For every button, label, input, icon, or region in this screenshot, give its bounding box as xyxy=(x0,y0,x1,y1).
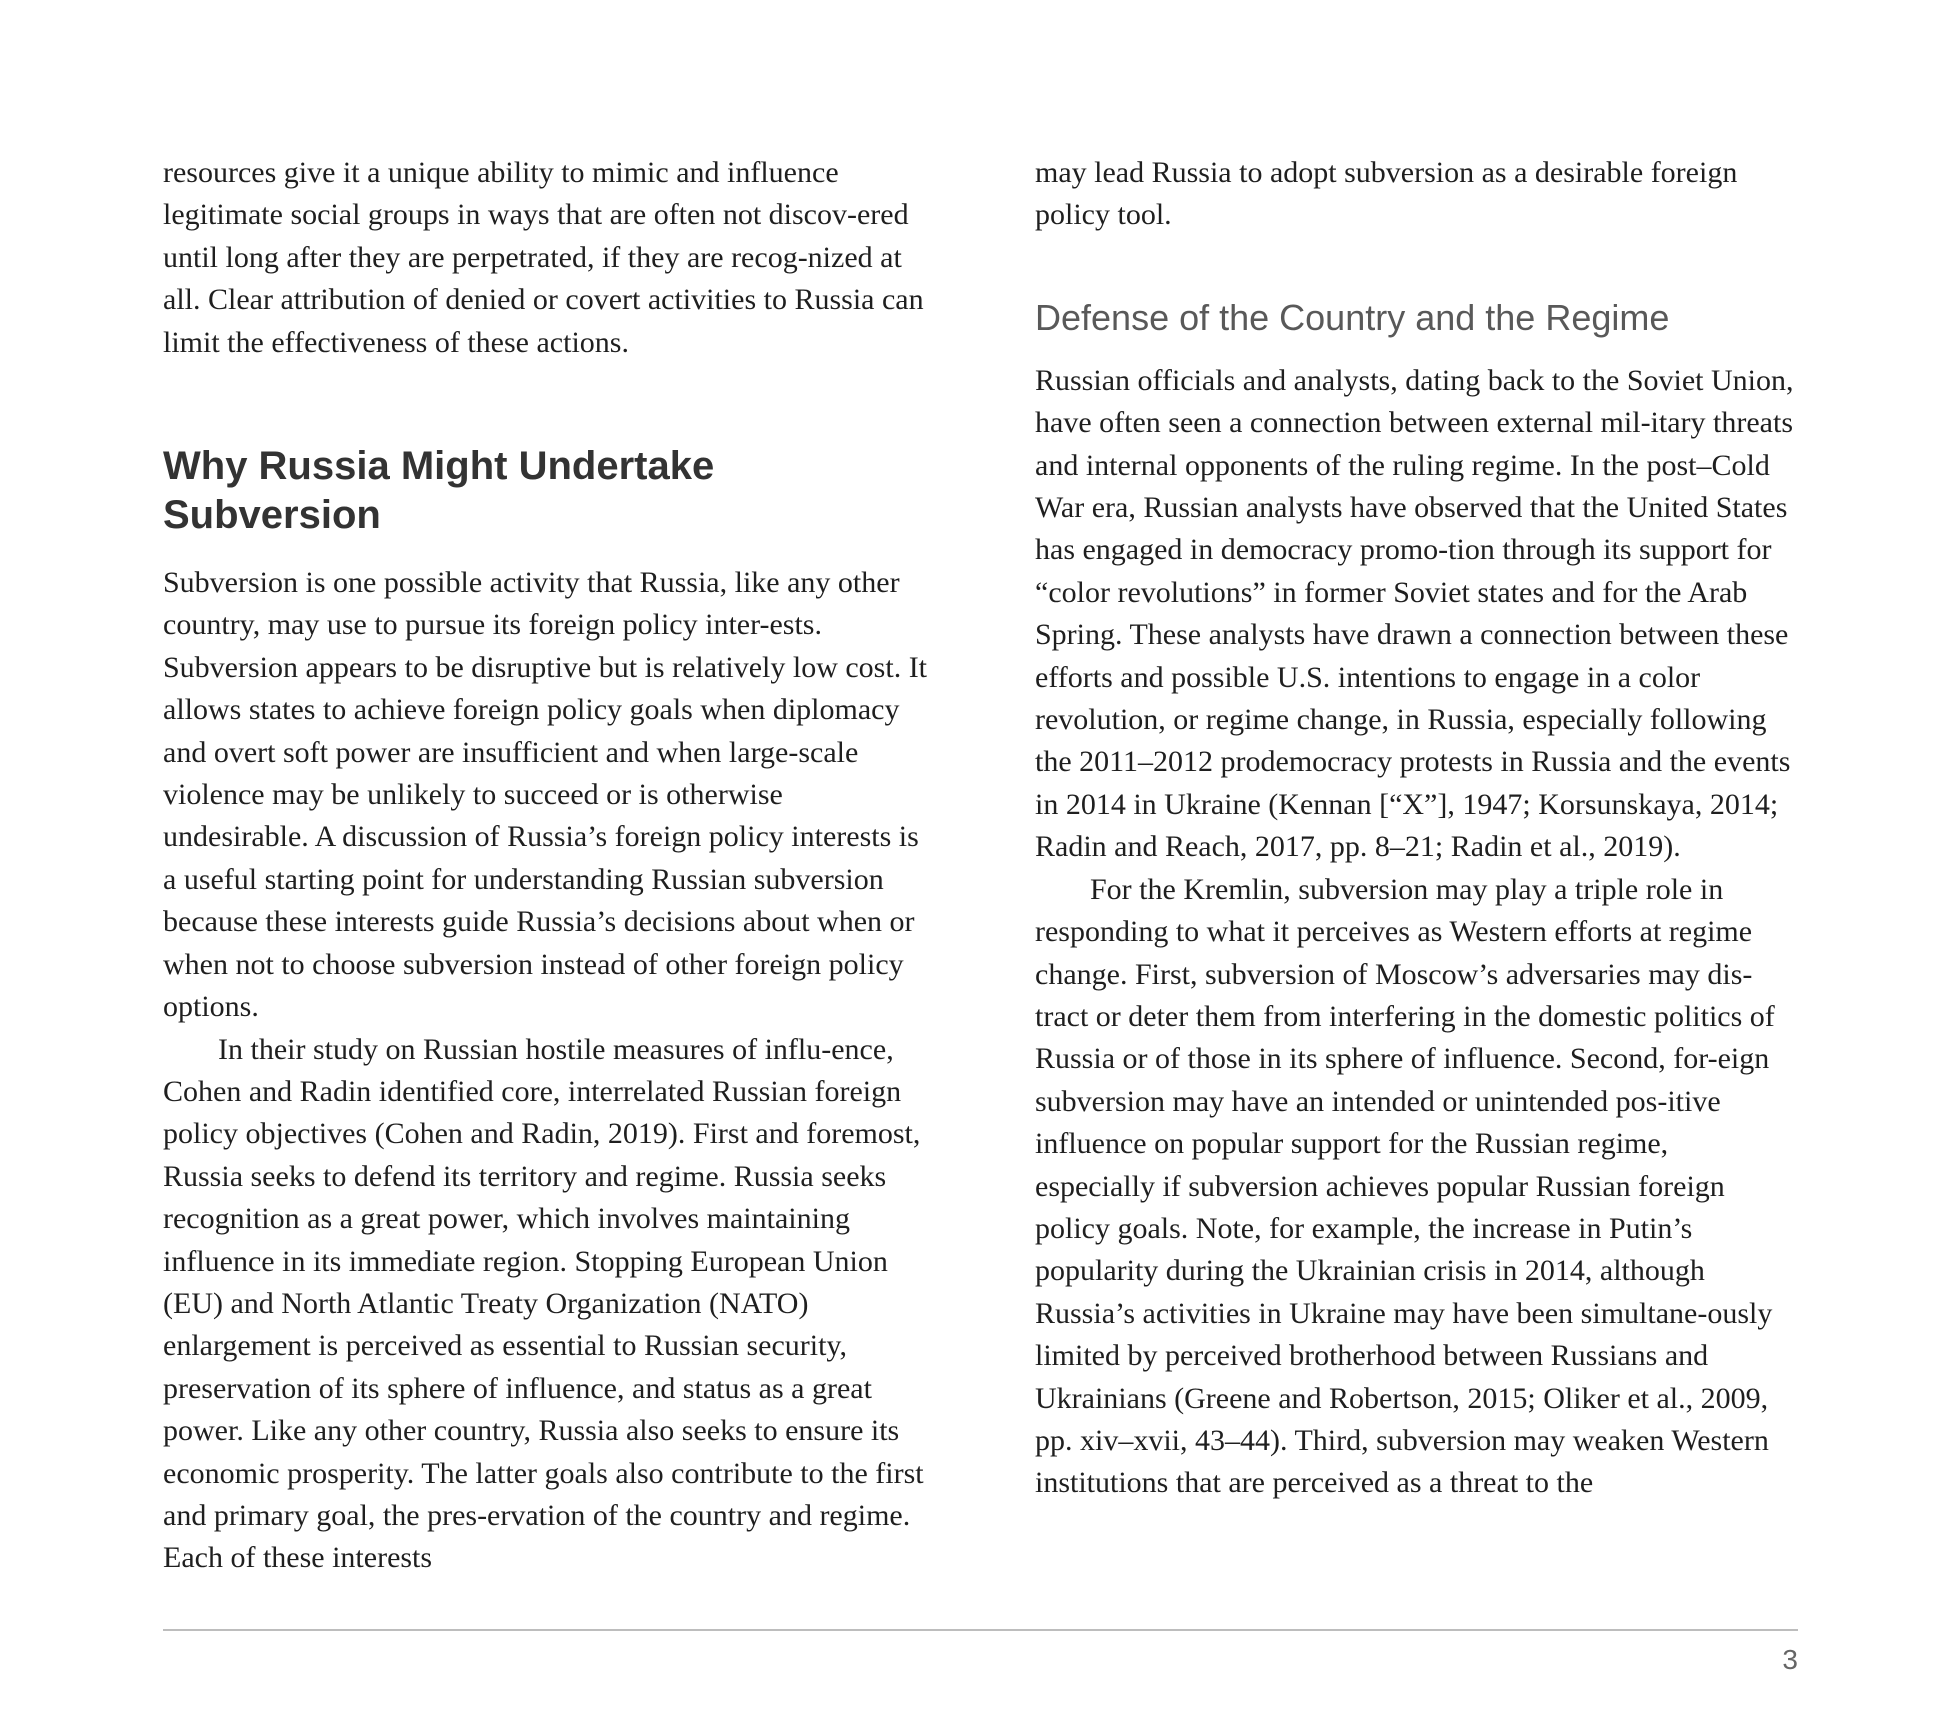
body-paragraph: Russian officials and analysts, dating back to the Soviet Union, have often seen a connection between external mil-itary threats and internal opponents of the ruling regime. In the post–Cold War era, Russian analysts have observed that the United States has engaged in democracy promo-tion through its support for “color revolutions” in former Soviet states and for the Arab Spring. These analysts have drawn a connection between these efforts and possible U.S. intentions to engage in a color revolution, or regime change, in Russia, especially following the 2011–2012 prodemocracy protests in Russia and the events in 2014 in Ukraine (Kennan [“X”], 1947; Korsunskaya, 2014; Radin and Reach, 2017, pp. 8–21; Radin et al., 2019). xyxy=(1035,363,1794,864)
intro-paragraph: resources give it a unique ability to mimic and influence legitimate social groups in ways that are often not discov-ered until long after they are perpetrated, if they are recog-nized at all. Clear attribution of denied or covert activities to Russia can limit the effectiveness of these actions. xyxy=(163,156,924,359)
right-column xyxy=(1035,152,1795,1505)
body-paragraph: For the Kremlin, subversion may play a triple role in responding to what it perceives as Western efforts at regime change. First, subversion of Moscow’s adversaries may dis-tract or deter them from interfering in the domestic politics of Russia or of those in its sphere of influence. Second, for-eign subversion may have an intended or unintended pos-itive influence on popular support for the Russian regime, especially if subversion achieves popular Russian foreign policy goals. Note, for example, the increase in Putin’s popularity during the Ukrainian crisis in 2014, although Russia’s activities in Ukraine may have been simultane-ously limited by perceived brotherhood between Russians and Ukrainians (Greene and Robertson, 2015; Oliker et al., 2009, pp. xiv–xvii, 43–44). Third, subversion may weaken Western institutions that are perceived as a threat to the xyxy=(1035,872,1775,1500)
body-paragraph: Subversion is one possible activity that Russia, like any other country, may use to pursue its foreign policy inter-ests. Subversion appears to be disruptive but is relatively low cost. It allows states to achieve foreign policy goals when diplomacy and overt soft power are insufficient and when large-scale violence may be unlikely to succeed or is otherwise undesirable. A discussion of Russia’s foreign policy interests is a useful starting point for understanding Russian subversion because these interests guide Russia’s decisions about when or when not to choose subversion instead of other foreign policy options. xyxy=(163,566,928,1024)
section-heading-why-russia: Why Russia Might Undertake Subversion xyxy=(163,444,715,538)
page-number: 3 xyxy=(1782,1644,1798,1675)
footer-divider xyxy=(163,1629,1798,1631)
subsection-heading-defense: Defense of the Country and the Regime xyxy=(1035,296,1670,338)
left-column xyxy=(163,152,933,1580)
body-paragraph: In their study on Russian hostile measures of influ-ence, Cohen and Radin identified core, interrelated Russian foreign policy objectives (Cohen and Radin, 2019). First and foremost, Russia seeks to defend its territory and regime. Russia seeks recognition as a great power, which involves maintaining influence in its immediate region. Stopping European Union (EU) and North Atlantic Treaty Organization (NATO) enlargement is perceived as essential to Russian security, preservation of its sphere of influence, and status as a great power. Like any other country, Russia also seeks to ensure its economic prosperity. The latter goals also contribute to the first and primary goal, the pres-ervation of the country and regime. Each of these interests xyxy=(163,1032,924,1575)
continuation-paragraph: may lead Russia to adopt subversion as a desirable foreign policy tool. xyxy=(1035,156,1738,232)
